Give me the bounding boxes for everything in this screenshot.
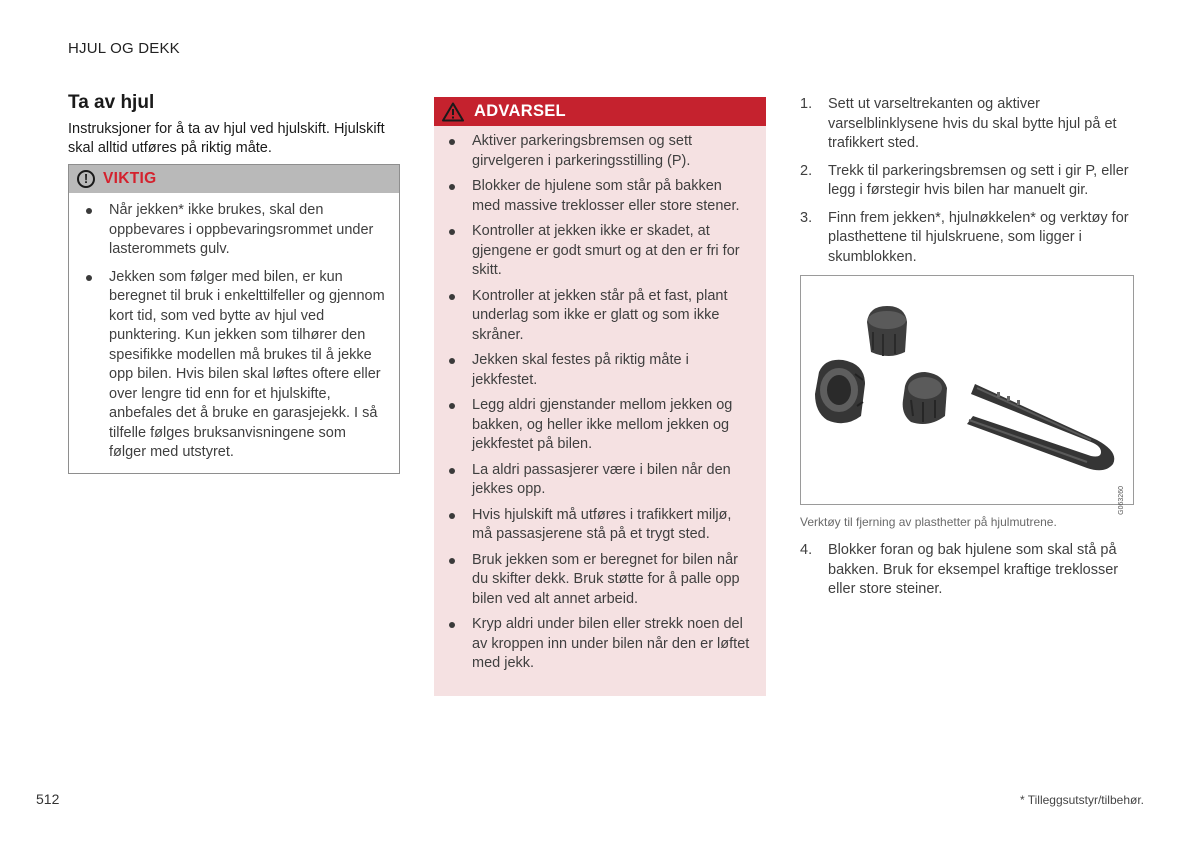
list-item: Bruk jekken som er beregnet for bilen når du skifter dekk. Bruk støtte for å palle opp bilen ved alt annet arbeid. <box>446 551 752 610</box>
list-item: Aktiver parkeringsbremsen og sett girvelgeren i parkeringsstilling (P). <box>446 132 752 171</box>
step-text: Finn frem jekken*, hjulnøkkelen* og verktøy for plasthettene til hjulskruene, som ligger i skumblokken. <box>828 209 1129 265</box>
advarsel-box <box>434 97 766 696</box>
tweezer-tool <box>967 384 1114 470</box>
figure-caption: Verktøy til fjerning av plasthetter på hjulmutrene. <box>800 515 1057 529</box>
step-item <box>800 162 1134 201</box>
plastic-cap-left <box>815 360 865 423</box>
step-number: 3. <box>800 209 813 226</box>
steps-list <box>800 95 1134 267</box>
section-heading: Ta av hjul <box>68 92 155 113</box>
list-item: Når jekken* ikke brukes, skal den oppbevares i oppbevaringsrommet under lasterommets gulv. <box>83 201 385 260</box>
step-text: Sett ut varseltrekanten og aktiver varselblinklysene hvis du skal bytte hjul på et trafikkert sted. <box>828 96 1117 151</box>
step-item <box>800 95 1134 154</box>
step-item <box>800 541 1134 600</box>
advarsel-list <box>434 126 766 674</box>
step-item <box>800 209 1134 268</box>
advarsel-header <box>434 97 766 126</box>
advarsel-title: ADVARSEL <box>474 102 566 120</box>
list-item: La aldri passasjerer være i bilen når den jekkes opp. <box>446 461 752 500</box>
page-header: HJUL OG DEKK <box>68 40 180 57</box>
list-item: Legg aldri gjenstander mellom jekken og bakken, og heller ikke mellom jekken og jekkfestet på bilen. <box>446 396 752 455</box>
steps-list-continued <box>800 541 1134 600</box>
viktig-list <box>69 193 399 473</box>
footnote: * Tilleggsutstyr/tilbehør. <box>1019 793 1144 807</box>
list-item: Jekken skal festes på riktig måte i jekkfestet. <box>446 351 752 390</box>
left-column <box>68 92 400 474</box>
viktig-title: VIKTIG <box>103 170 157 187</box>
section-intro: Instruksjoner for å ta av hjul ved hjulskift. Hjulskift skal alltid utføres på riktig måte. <box>68 121 385 156</box>
figure-code: G063260 <box>1118 486 1125 515</box>
list-item: Blokker de hjulene som står på bakken med massive treklosser eller store stener. <box>446 177 752 216</box>
warning-triangle-icon <box>442 102 464 122</box>
step-number: 2. <box>800 162 813 179</box>
exclamation-circle-icon: ! <box>77 170 95 188</box>
right-column <box>800 95 1134 608</box>
list-item: Kryp aldri under bilen eller strekk noen del av kroppen inn under bilen når den er løftet med jekk. <box>446 615 752 674</box>
tool-figure <box>800 275 1134 515</box>
list-item: Kontroller at jekken ikke er skadet, at gjengene er godt smurt og at den er fri for skitt. <box>446 222 752 281</box>
list-item: Hvis hjulskift må utføres i trafikkert miljø, må passasjerene stå på et trygt sted. <box>446 506 752 545</box>
plastic-cap-tool-illustration <box>801 276 1133 504</box>
step-text: Blokker foran og bak hjulene som skal stå på bakken. Bruk for eksempel kraftige treklosser eller store steiner. <box>828 542 1119 597</box>
viktig-header <box>69 165 399 193</box>
plastic-cap-top <box>867 306 907 356</box>
list-item: Jekken som følger med bilen, er kun beregnet til bruk i enkelttilfeller og gjennom kort tid, som ved bytte av hjul ved punktering. Kun jekken som tilhører den spesifikke modellen må brukes til å jekke opp bilen. Hvis bilen skal løftes oftere eller over lengre tid enn for et hjulskifte, anbefales det å bruke en garasjejekk. I så tilfelle følges bruksanvisningene som følger med utstyret. <box>83 268 385 463</box>
step-number: 4. <box>800 542 813 558</box>
plastic-cap-middle <box>903 372 947 424</box>
list-item: Kontroller at jekken står på et fast, plant underlag som ikke er glatt og som ikke skråner. <box>446 287 752 346</box>
step-text: Trekk til parkeringsbremsen og sett i gir P, eller legg i førstegir hvis bilen har manuelt gir. <box>828 162 1129 198</box>
step-number: 1. <box>800 96 813 112</box>
viktig-box <box>68 164 400 474</box>
page-number: 512 <box>36 791 60 807</box>
